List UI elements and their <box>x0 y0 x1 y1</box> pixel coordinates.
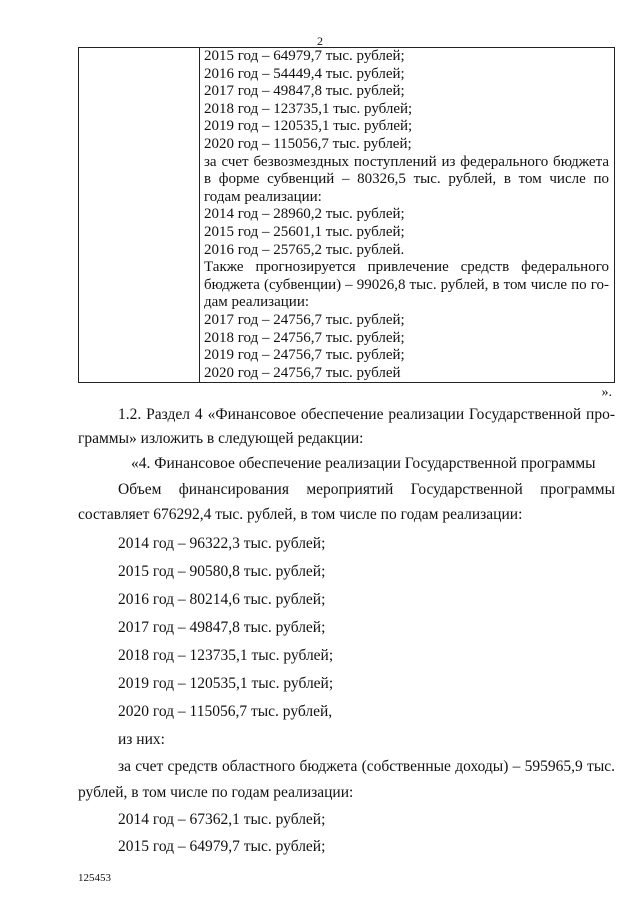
of-them-label: из них: <box>118 731 165 748</box>
table-line: 2020 год – 24756,7 тыс. рублей <box>204 364 401 381</box>
year-line: 2017 год – 49847,8 тыс. рублей; <box>118 619 326 636</box>
table-line: годам реализации: <box>204 188 322 205</box>
table-line: 2018 год – 24756,7 тыс. рублей; <box>204 329 405 346</box>
regional-year-line: 2015 год – 64979,7 тыс. рублей; <box>118 838 326 855</box>
table-line: бюджета (субвенции) – 99026,8 тыс. рублей, в том числе по го- <box>204 276 609 293</box>
table-line: 2015 год – 25601,1 тыс. рублей; <box>204 223 405 240</box>
table-line: 2016 год – 54449,4 тыс. рублей; <box>204 65 405 82</box>
year-line: 2015 год – 90580,8 тыс. рублей; <box>118 563 326 580</box>
table-line: 2017 год – 49847,8 тыс. рублей; <box>204 83 405 100</box>
funding-table <box>78 47 615 383</box>
intro-line-2: граммы» изложить в следующей редакции: <box>78 430 364 447</box>
year-line: 2018 год – 123735,1 тыс. рублей; <box>118 647 334 664</box>
closing-quote: ». <box>601 385 612 400</box>
table-column-divider <box>199 48 200 382</box>
page-number: 2 <box>317 34 323 48</box>
intro-line-1: 1.2. Раздел 4 «Финансовое обеспечение реализации Государственной про- <box>118 406 615 423</box>
table-line: в форме субвенций – 80326,5 тыс. рублей, в том числе по <box>204 171 609 188</box>
regional-year-line: 2014 год – 67362,1 тыс. рублей; <box>118 811 326 828</box>
table-line: 2018 год – 123735,1 тыс. рублей; <box>204 100 413 117</box>
table-line: 2017 год – 24756,7 тыс. рублей; <box>204 311 405 328</box>
table-line: 2019 год – 120535,1 тыс. рублей; <box>204 118 413 135</box>
table-line: за счет безвозмездных поступлений из федерального бюджета <box>204 153 609 170</box>
table-line: 2016 год – 25765,2 тыс. рублей. <box>204 241 405 258</box>
year-line: 2020 год – 115056,7 тыс. рублей, <box>118 703 333 720</box>
table-line: 2015 год – 64979,7 тыс. рублей; <box>204 48 405 64</box>
table-line: 2014 год – 28960,2 тыс. рублей; <box>204 206 405 223</box>
document-id: 125453 <box>78 872 111 884</box>
year-line: 2014 год – 96322,3 тыс. рублей; <box>118 535 326 552</box>
table-cell-funding <box>204 48 609 382</box>
regional-line-2: рублей, в том числе по годам реализации: <box>78 784 354 801</box>
table-line: 2019 год – 24756,7 тыс. рублей; <box>204 347 405 364</box>
year-line: 2016 год – 80214,6 тыс. рублей; <box>118 591 326 608</box>
table-line: 2020 год – 115056,7 тыс. рублей; <box>204 135 412 152</box>
year-line: 2019 год – 120535,1 тыс. рублей; <box>118 675 334 692</box>
table-line: дам реализации: <box>204 294 310 311</box>
volume-line-1: Объем финансирования мероприятий Государственной программы <box>118 481 615 498</box>
regional-line-1: за счет средств областного бюджета (собственные доходы) – 595965,9 тыс. <box>118 758 615 775</box>
section-heading: «4. Финансовое обеспечение реализации Государственной программы <box>131 455 596 472</box>
table-line: Также прогнозируется привлечение средств федерального <box>204 259 609 276</box>
volume-line-2: составляет 676292,4 тыс. рублей, в том числе по годам реализации: <box>78 506 523 523</box>
